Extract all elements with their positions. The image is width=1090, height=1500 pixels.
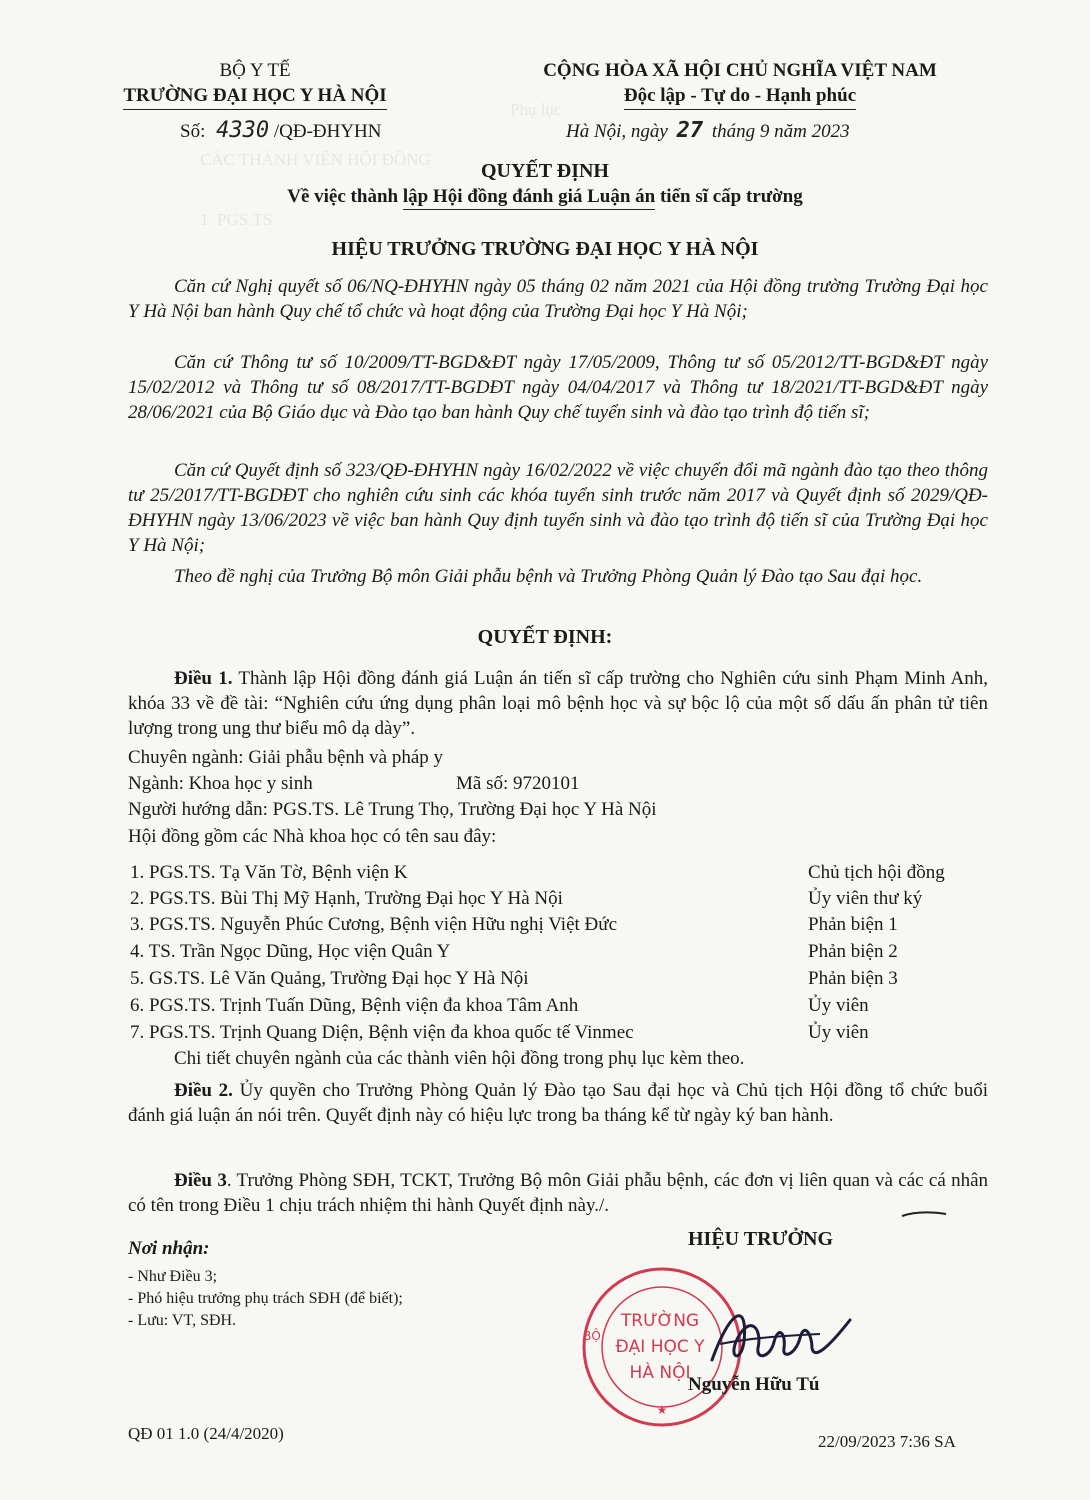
ministry-name: BỘ Y TẾ bbox=[219, 60, 291, 81]
council-member-row bbox=[130, 888, 980, 914]
article-1-text: Thành lập Hội đồng đánh giá Luận án tiến sĩ cấp trường cho Nghiên cứu sinh Phạm Minh Anh, khóa 33 về đề tài: “Nghiên cứu ứng dụng phân loại mô bệnh học và sự bộc lộ của một số dấu ấn phân tử tiên lượng trong ung thư biểu mô dạ dày”. bbox=[128, 668, 989, 739]
country-name: CỘNG HÒA XÃ HỘI CHỦ NGHĨA VIỆT NAM bbox=[543, 60, 937, 81]
national-header bbox=[500, 58, 980, 110]
member-name: 3. PGS.TS. Nguyễn Phúc Cương, Bệnh viện Hữu nghị Việt Đức bbox=[130, 914, 617, 935]
recipient-item: - Như Điều 3; bbox=[128, 1268, 218, 1285]
council-member-row bbox=[130, 914, 980, 940]
member-role: Phản biện 3 bbox=[808, 968, 898, 989]
preamble-4: Theo đề nghị của Trưởng Bộ môn Giải phẫu bệnh và Trưởng Phòng Quản lý Đào tạo Sau đại học. bbox=[174, 566, 923, 587]
article-1-label: Điều 1. bbox=[174, 668, 233, 689]
article-3-text: . Trưởng Phòng SĐH, TCKT, Trưởng Bộ môn Giải phẫu bệnh, các đơn vị liên quan và các cá nhân có tên trong Điều 1 chịu trách nhiệm thi hành Quyết định này./. bbox=[128, 1170, 989, 1216]
council-member-row bbox=[130, 995, 980, 1021]
print-timestamp: 22/09/2023 7:36 SA bbox=[818, 1432, 956, 1451]
council-member-row bbox=[130, 941, 980, 967]
article-1 bbox=[128, 666, 988, 741]
specialty-line: Chuyên ngành: Giải phẫu bệnh và pháp y bbox=[128, 747, 444, 768]
recipients-title: Nơi nhận: bbox=[128, 1238, 210, 1259]
bleed-through-text: CÁC THÀNH VIÊN HỘI ĐỒNG bbox=[200, 150, 431, 169]
council-member-row bbox=[130, 862, 980, 888]
document-type-title: QUYẾT ĐỊNH bbox=[481, 160, 609, 182]
svg-text:★: ★ bbox=[656, 1403, 668, 1417]
member-role: Ủy viên bbox=[808, 995, 869, 1016]
member-role: Phản biện 1 bbox=[808, 914, 898, 935]
signatory-name: Nguyễn Hữu Tú bbox=[688, 1374, 820, 1395]
svg-text:ĐẠI HỌC Y: ĐẠI HỌC Y bbox=[615, 1337, 705, 1357]
recipient-item: - Phó hiệu trưởng phụ trách SĐH (để biết); bbox=[128, 1290, 403, 1307]
national-motto: Độc lập - Tự do - Hạnh phúc bbox=[500, 83, 980, 110]
document-date: Hà Nội, ngày 27 tháng 9 năm 2023 bbox=[566, 118, 850, 143]
field-line: Ngành: Khoa học y sinh bbox=[128, 773, 313, 794]
document-number: Số: 4330 /QĐ-ĐHYHN bbox=[180, 118, 382, 143]
member-role: Phản biện 2 bbox=[808, 941, 898, 962]
preamble-3: Căn cứ Quyết định số 323/QĐ-ĐHYHN ngày 16/02/2022 về việc chuyển đổi mã ngành đào tạo theo thông tư 25/2017/TT-BGDĐT cho nghiên cứu sinh các khóa tuyển sinh trước năm 2017 và Quyết định số 2029/QĐ-ĐHYHN ngày 13/06/2023 về việc ban hành Quy định tuyển sinh và đào tạo trình độ tiến sĩ của Trường Đại học Y Hà Nội; bbox=[128, 460, 988, 556]
preamble-1: Căn cứ Nghị quyết số 06/NQ-ĐHYHN ngày 05 tháng 02 năm 2021 của Hội đồng trường Trường Đại học Y Hà Nội ban hành Quy chế tổ chức và hoạt động của Trường Đại học Y Hà Nội; bbox=[128, 276, 988, 322]
svg-text:BỘ: BỘ bbox=[583, 1329, 601, 1343]
member-name: 6. PGS.TS. Trịnh Tuấn Dũng, Bệnh viện đa khoa Tâm Anh bbox=[130, 995, 579, 1016]
form-code: QĐ 01 1.0 (24/4/2020) bbox=[128, 1424, 284, 1443]
code-line: Mã số: 9720101 bbox=[456, 773, 580, 794]
signatory-position: HIỆU TRƯỞNG bbox=[688, 1228, 834, 1250]
article-2 bbox=[128, 1078, 988, 1128]
handwritten-tick-mark bbox=[900, 1206, 950, 1222]
recipient-item: - Lưu: VT, SĐH. bbox=[128, 1312, 237, 1329]
issuer-header bbox=[110, 58, 400, 110]
handwritten-day: 27 bbox=[676, 118, 704, 143]
decision-heading: QUYẾT ĐỊNH: bbox=[477, 626, 613, 648]
bleed-through-text: Phụ lục bbox=[510, 100, 562, 119]
member-role: Ủy viên bbox=[808, 1022, 869, 1043]
member-name: 2. PGS.TS. Bùi Thị Mỹ Hạnh, Trường Đại học Y Hà Nội bbox=[130, 888, 563, 909]
member-name: 5. GS.TS. Lê Văn Quảng, Trường Đại học Y Hà Nội bbox=[130, 968, 529, 989]
preamble-2: Căn cứ Thông tư số 10/2009/TT-BGD&ĐT ngày 17/05/2009, Thông tư số 05/2012/TT-BGD&ĐT ngày 15/02/2012 và Thông tư số 08/2017/TT-BGDĐT ngày 04/04/2017 và Thông tư 18/2021/TT-BGD&ĐT ngày 28/06/2021 của Bộ Giáo dục và Đào tạo ban hành Quy chế tuyển sinh và đào tạo trình độ tiến sĩ; bbox=[128, 352, 988, 423]
member-name: 4. TS. Trần Ngọc Dũng, Học viện Quân Y bbox=[130, 941, 451, 962]
council-intro: Hội đồng gồm các Nhà khoa học có tên sau đây: bbox=[128, 826, 497, 847]
article-3-label: Điều 3 bbox=[174, 1170, 227, 1191]
appendix-note: Chi tiết chuyên ngành của các thành viên hội đồng trong phụ lục kèm theo. bbox=[174, 1048, 745, 1069]
document-subject: Về việc thành lập Hội đồng đánh giá Luận án tiến sĩ cấp trường bbox=[0, 186, 1090, 210]
member-name: 1. PGS.TS. Tạ Văn Tờ, Bệnh viện K bbox=[130, 862, 408, 883]
member-role: Chủ tịch hội đồng bbox=[808, 862, 945, 883]
council-member-row bbox=[130, 1022, 980, 1048]
article-2-label: Điều 2. bbox=[174, 1080, 233, 1101]
supervisor-line: Người hướng dẫn: PGS.TS. Lê Trung Thọ, Trường Đại học Y Hà Nội bbox=[128, 799, 657, 820]
svg-text:HÀ NỘI: HÀ NỘI bbox=[629, 1363, 691, 1383]
school-name: TRƯỜNG ĐẠI HỌC Y HÀ NỘI bbox=[110, 83, 400, 110]
handwritten-number: 4330 bbox=[216, 118, 270, 143]
council-member-row bbox=[130, 968, 980, 994]
member-role: Ủy viên thư ký bbox=[808, 888, 923, 909]
bleed-through-text: 1. PGS.TS. bbox=[200, 210, 277, 229]
article-2-text: Ủy quyền cho Trưởng Phòng Quản lý Đào tạo Sau đại học và Chủ tịch Hội đồng tổ chức buổi đánh giá luận án nói trên. Quyết định này có hiệu lực trong ba tháng kể từ ngày ký ban hành. bbox=[128, 1080, 989, 1126]
article-3 bbox=[128, 1168, 988, 1218]
issuer-title: HIỆU TRƯỞNG TRƯỜNG ĐẠI HỌC Y HÀ NỘI bbox=[331, 238, 759, 260]
svg-text:TRƯỜNG: TRƯỜNG bbox=[620, 1311, 700, 1331]
handwritten-signature bbox=[700, 1290, 870, 1380]
member-name: 7. PGS.TS. Trịnh Quang Diện, Bệnh viện đa khoa quốc tế Vinmec bbox=[130, 1022, 634, 1043]
